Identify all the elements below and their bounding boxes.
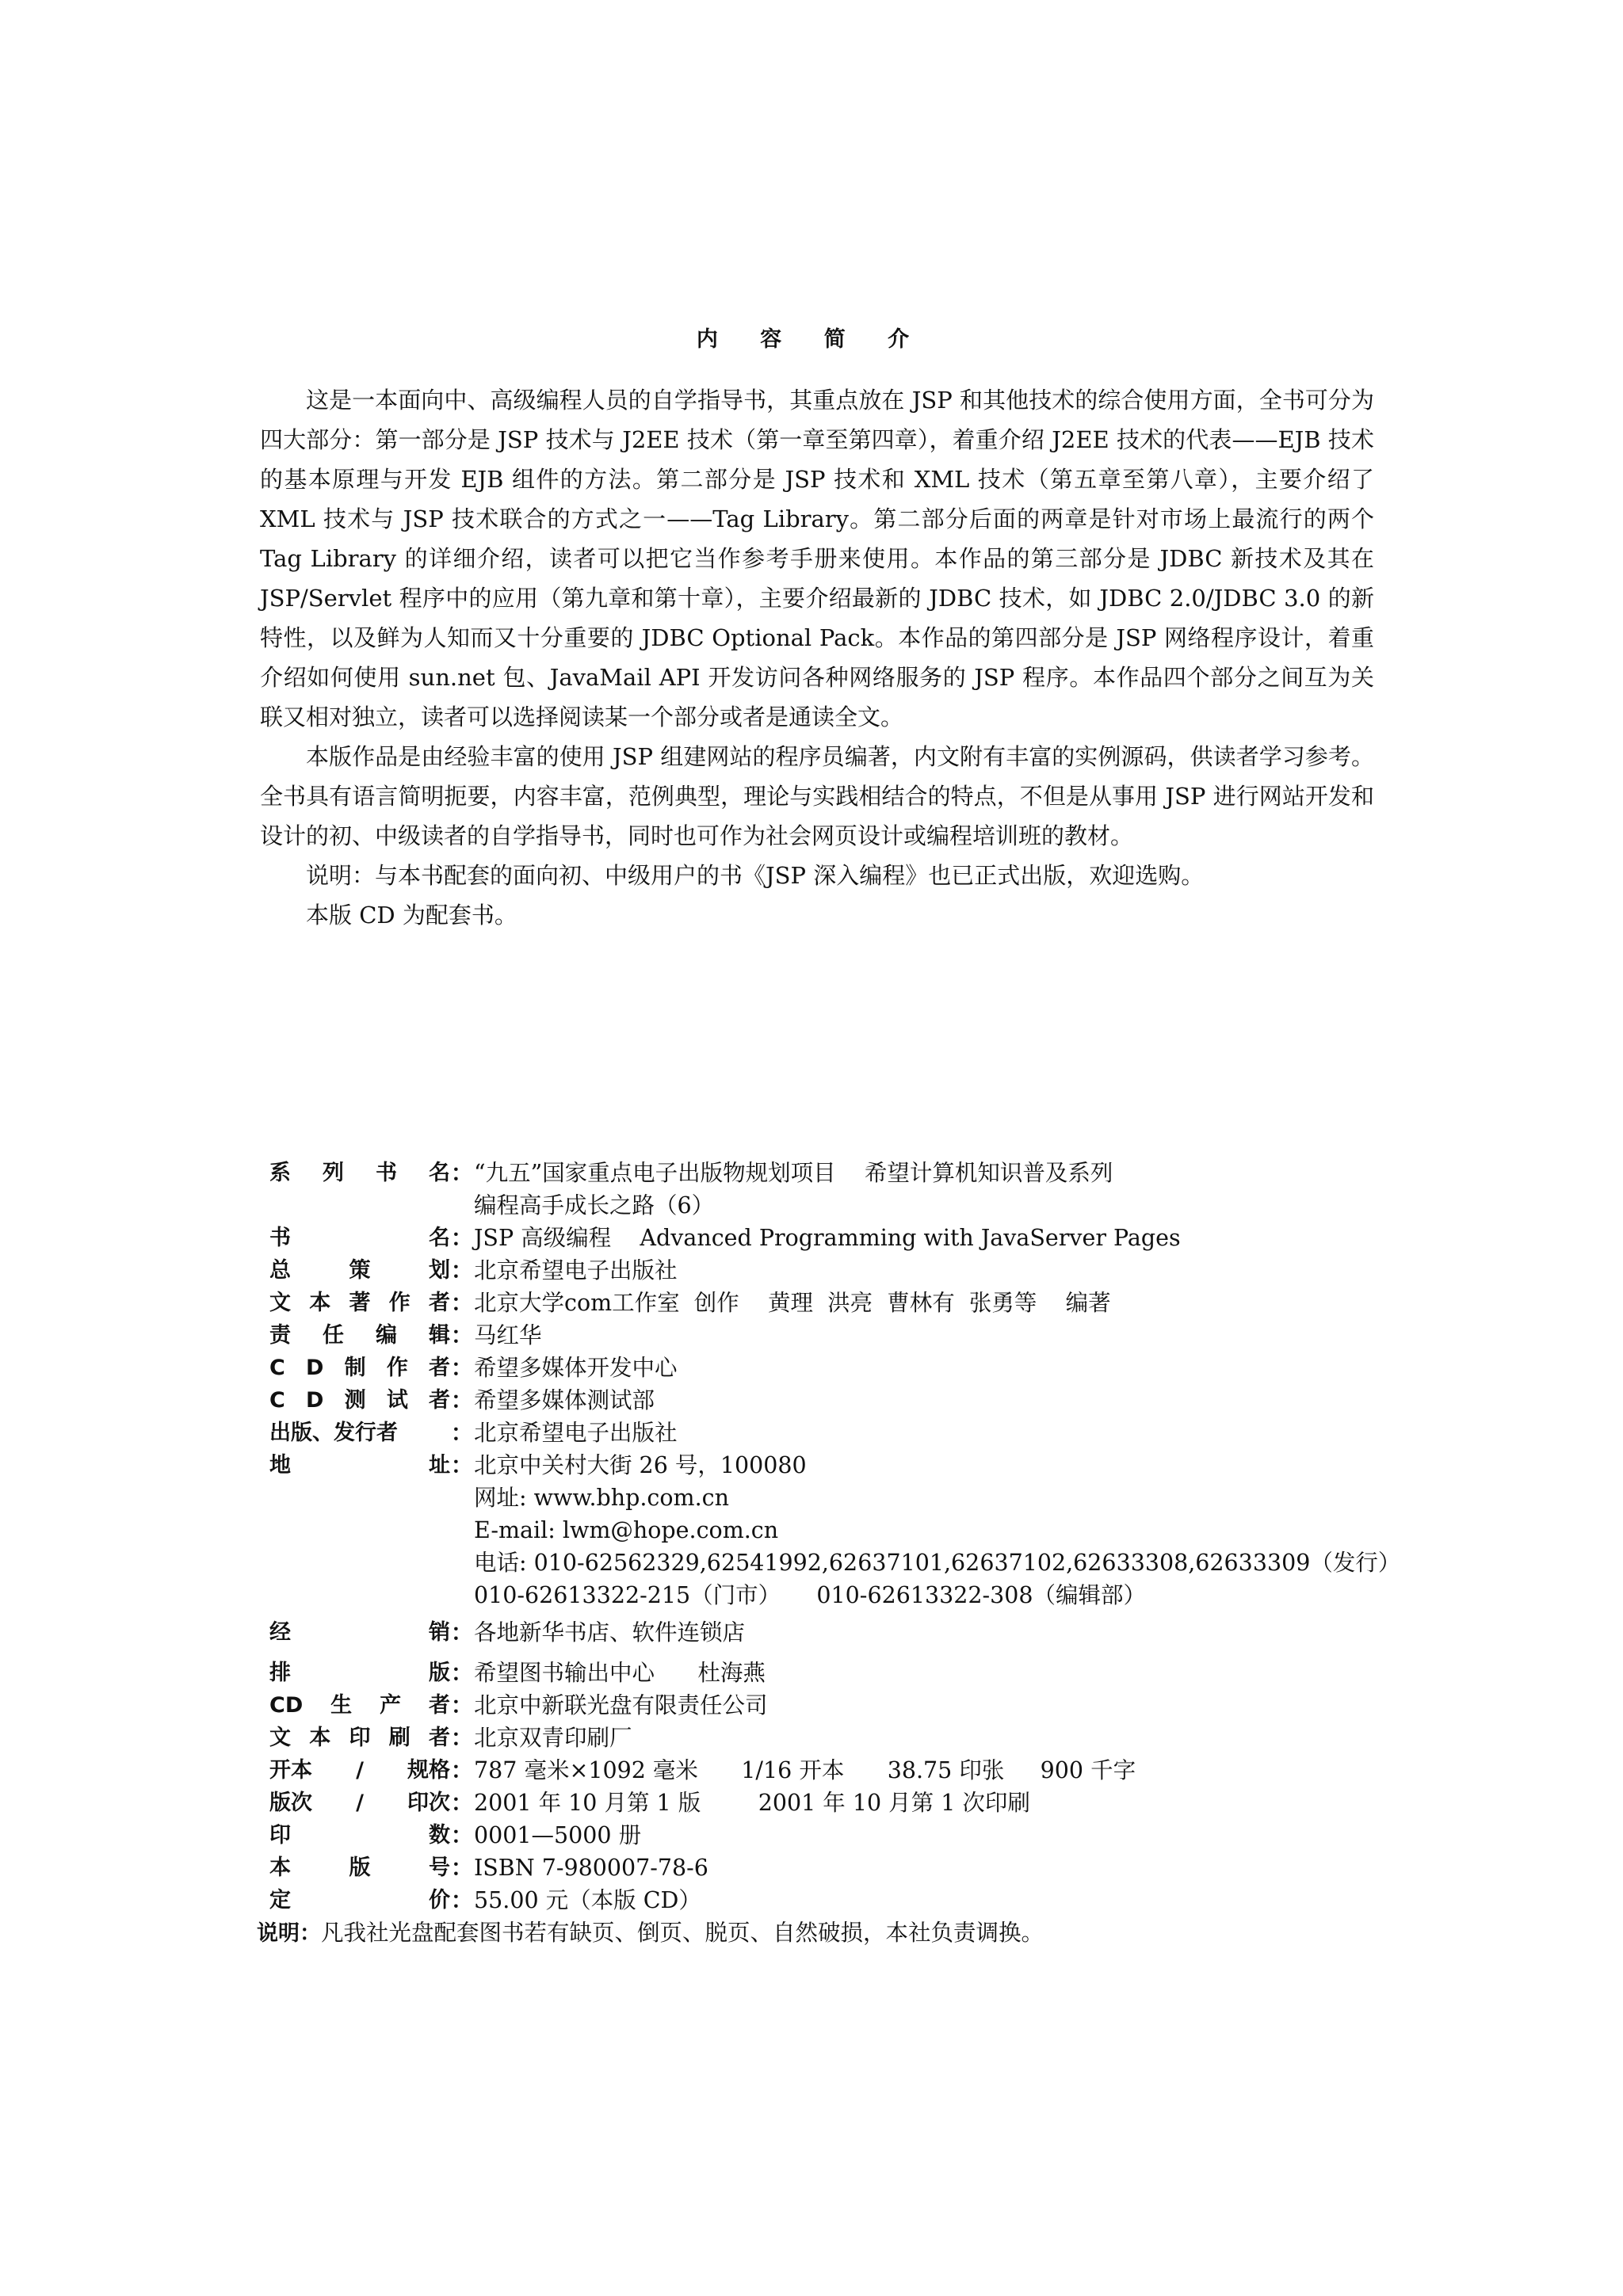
colophon-row-isbn: 本 版 号 ： ISBN 7-980007-78-6 bbox=[269, 1852, 1379, 1884]
author-label: 文 本 著 作 者 bbox=[269, 1291, 450, 1315]
colophon-row-publisher: 出版、发行者 ： 北京希望电子出版社 bbox=[269, 1417, 1379, 1449]
address-label: 地 址 bbox=[269, 1453, 450, 1478]
cd-manufacturer-value: 北京中新联光盘有限责任公司 bbox=[474, 1692, 768, 1718]
cd-manufacturer-label: CD 生 产 者 bbox=[269, 1693, 450, 1718]
book-title-value: JSP 高级编程 Advanced Programming with JavaServer Pages bbox=[474, 1225, 1181, 1251]
summary-paragraph: 本版作品是由经验丰富的使用 JSP 组建网站的程序员编著，内文附有丰富的实例源码，供读者学习参考。全书具有语言简明扼要，内容丰富，范例典型，理论与实践相结合的特点，不但是从事用 JSP 进行网站开发和设计的初、中级读者的自学指导书，同时也可作为社会网页设计或编程培训班的教材。 bbox=[260, 743, 1374, 849]
isbn-label: 本 版 号 bbox=[269, 1855, 450, 1880]
distribution-label: 经 销 bbox=[269, 1620, 450, 1645]
typesetting-label: 排 版 bbox=[269, 1661, 450, 1685]
colophon-row-book: 书 名 ： JSP 高级编程 Advanced Programming with JavaServer Pages bbox=[269, 1222, 1379, 1254]
colophon bbox=[257, 1157, 1401, 1949]
colophon-row-price: 定 价 ： 55.00 元（本版 CD） bbox=[269, 1884, 1379, 1917]
colophon-row-printer: 文 本 印 刷 者 ： 北京双青印刷厂 bbox=[269, 1722, 1379, 1754]
colophon-row-address: 地 址 ： 北京中关村大街 26 号，100080 bbox=[269, 1449, 1379, 1482]
distribution-value: 各地新华书店、软件连锁店 bbox=[474, 1619, 746, 1646]
planner-label: 总 策 划 bbox=[269, 1258, 450, 1283]
cd-tester-value: 希望多媒体测试部 bbox=[474, 1387, 655, 1413]
summary-body bbox=[260, 380, 1374, 935]
typesetting-value: 希望图书输出中心 杜海燕 bbox=[474, 1660, 766, 1686]
price-value: 55.00 元（本版 CD） bbox=[474, 1887, 701, 1913]
editor-label: 责 任 编 辑 bbox=[269, 1323, 450, 1348]
edition-value: 2001 年 10 月第 1 版 2001 年 10 月第 1 次印刷 bbox=[474, 1790, 1030, 1816]
series-label: 系 列 书 名 bbox=[269, 1161, 450, 1185]
website-line: 网址: www.bhp.com.cn bbox=[474, 1485, 729, 1511]
phone-line-2: 010-62613322-215（门市） 010-62613322-308（编辑部） bbox=[474, 1582, 1147, 1608]
editor-value: 马红华 bbox=[474, 1322, 542, 1348]
summary-title: 内 容 简 介 bbox=[696, 327, 927, 352]
note-label: 说明： bbox=[257, 1921, 321, 1946]
format-value: 787 毫米×1092 毫米 1/16 开本 38.75 印张 900 千字 bbox=[474, 1757, 1136, 1783]
planner-value: 北京希望电子出版社 bbox=[474, 1257, 678, 1283]
colophon-row-distribution: 经 销 ： 各地新华书店、软件连锁店 bbox=[269, 1616, 1379, 1649]
isbn-value: ISBN 7-980007-78-6 bbox=[474, 1855, 708, 1881]
address-value: 北京中关村大街 26 号，100080 bbox=[474, 1452, 807, 1478]
printer-value: 北京双青印刷厂 bbox=[474, 1725, 632, 1751]
colophon-row-cd-manufacturer: CD 生 产 者 ： 北京中新联光盘有限责任公司 bbox=[269, 1689, 1379, 1722]
publisher-value: 北京希望电子出版社 bbox=[474, 1420, 678, 1446]
print-run-value: 0001—5000 册 bbox=[474, 1822, 642, 1848]
colophon-row-author: 文 本 著 作 者 ： 北京大学com工作室 创作 黄理 洪亮 曹林有 张勇等 编著 bbox=[269, 1287, 1379, 1319]
colophon-row-print-run: 印 数 ： 0001—5000 册 bbox=[269, 1819, 1379, 1852]
print-run-label: 印 数 bbox=[269, 1823, 450, 1848]
colophon-row-editor: 责 任 编 辑 ： 马红华 bbox=[269, 1319, 1379, 1352]
email-line: E-mail: lwm@hope.com.cn bbox=[474, 1517, 779, 1543]
colophon-row-format: 开本 / 规格 ： 787 毫米×1092 毫米 1/16 开本 38.75 印张 900 千字 bbox=[269, 1754, 1379, 1787]
series-continued: 编程高手成长之路（6） bbox=[474, 1192, 715, 1219]
summary-note: 说明：与本书配套的面向初、中级用户的书《JSP 深入编程》也已正式出版，欢迎选购。 bbox=[306, 862, 1205, 889]
colophon-row-edition: 版次 / 印次 ： 2001 年 10 月第 1 版 2001 年 10 月第 1 次印刷 bbox=[269, 1787, 1379, 1819]
publisher-label: 出版、发行者 bbox=[269, 1421, 398, 1445]
author-value: 北京大学com工作室 创作 黄理 洪亮 曹林有 张勇等 编著 bbox=[474, 1290, 1111, 1316]
colophon-row-series: 系 列 书 名 ： “九五”国家重点电子出版物规划项目 希望计算机知识普及系列 bbox=[269, 1157, 1379, 1189]
colophon-row-typesetting: 排 版 ： 希望图书输出中心 杜海燕 bbox=[269, 1657, 1379, 1689]
colophon-row-cd-tester: C D 测 试 者 ： 希望多媒体测试部 bbox=[269, 1384, 1379, 1417]
book-label: 书 名 bbox=[269, 1226, 450, 1250]
printer-label: 文 本 印 刷 者 bbox=[269, 1726, 450, 1750]
edition-label: 版次 / 印次 bbox=[269, 1791, 450, 1815]
colophon-row-planner: 总 策 划 ： 北京希望电子出版社 bbox=[269, 1254, 1379, 1287]
colophon-row-cd-producer: C D 制 作 者 ： 希望多媒体开发中心 bbox=[269, 1352, 1379, 1384]
summary-paragraph: 这是一本面向中、高级编程人员的自学指导书，其重点放在 JSP 和其他技术的综合使用方面，全书可分为四大部分：第一部分是 JSP 技术与 J2EE 技术（第一章至第四章），着重介绍 J2EE 技术的代表——EJB 技术的基本原理与开发 EJB 组件的方法。第二部分是 JSP 技术和 XML 技术（第五章至第八章），主要介绍了 XML 技术与 JSP 技术联合的方式之一——Tag Library。第二部分后面的两章是针对市场上最流行的两个 Tag Library 的详细介绍，读者可以把它当作参考手册来使用。本作品的第三部分是 JDBC 新技术及其在 JSP/Servlet 程序中的应用（第九章和第十章），主要介绍最新的 JDBC 技术，如 JDBC 2.0/JDBC 3.0 的新特性，以及鲜为人知而又十分重要的 JDBC Optional Pack。本作品的第四部分是 JSP 网络程序设计，着重介绍如何使用 sun.net 包、JavaMail API 开发访问各种网络服务的 JSP 程序。本作品四个部分之间互为关联又相对独立，读者可以选择阅读某一个部分或者是通读全文。 bbox=[260, 387, 1374, 730]
cd-producer-label: C D 制 作 者 bbox=[269, 1356, 450, 1380]
cd-producer-value: 希望多媒体开发中心 bbox=[474, 1355, 678, 1381]
phone-line: 电话: 010-62562329,62541992,62637101,62637102,62633308,62633309（发行） bbox=[474, 1550, 1401, 1576]
colophon-note bbox=[257, 1917, 1379, 1949]
cd-tester-label: C D 测 试 者 bbox=[269, 1388, 450, 1413]
price-label: 定 价 bbox=[269, 1888, 450, 1913]
summary-cd-note: 本版 CD 为配套书。 bbox=[306, 902, 517, 929]
series-value: “九五”国家重点电子出版物规划项目 希望计算机知识普及系列 bbox=[474, 1160, 1113, 1186]
format-label: 开本 / 规格 bbox=[269, 1758, 450, 1783]
note-text: 凡我社光盘配套图书若有缺页、倒页、脱页、自然破损，本社负责调换。 bbox=[321, 1920, 1044, 1946]
